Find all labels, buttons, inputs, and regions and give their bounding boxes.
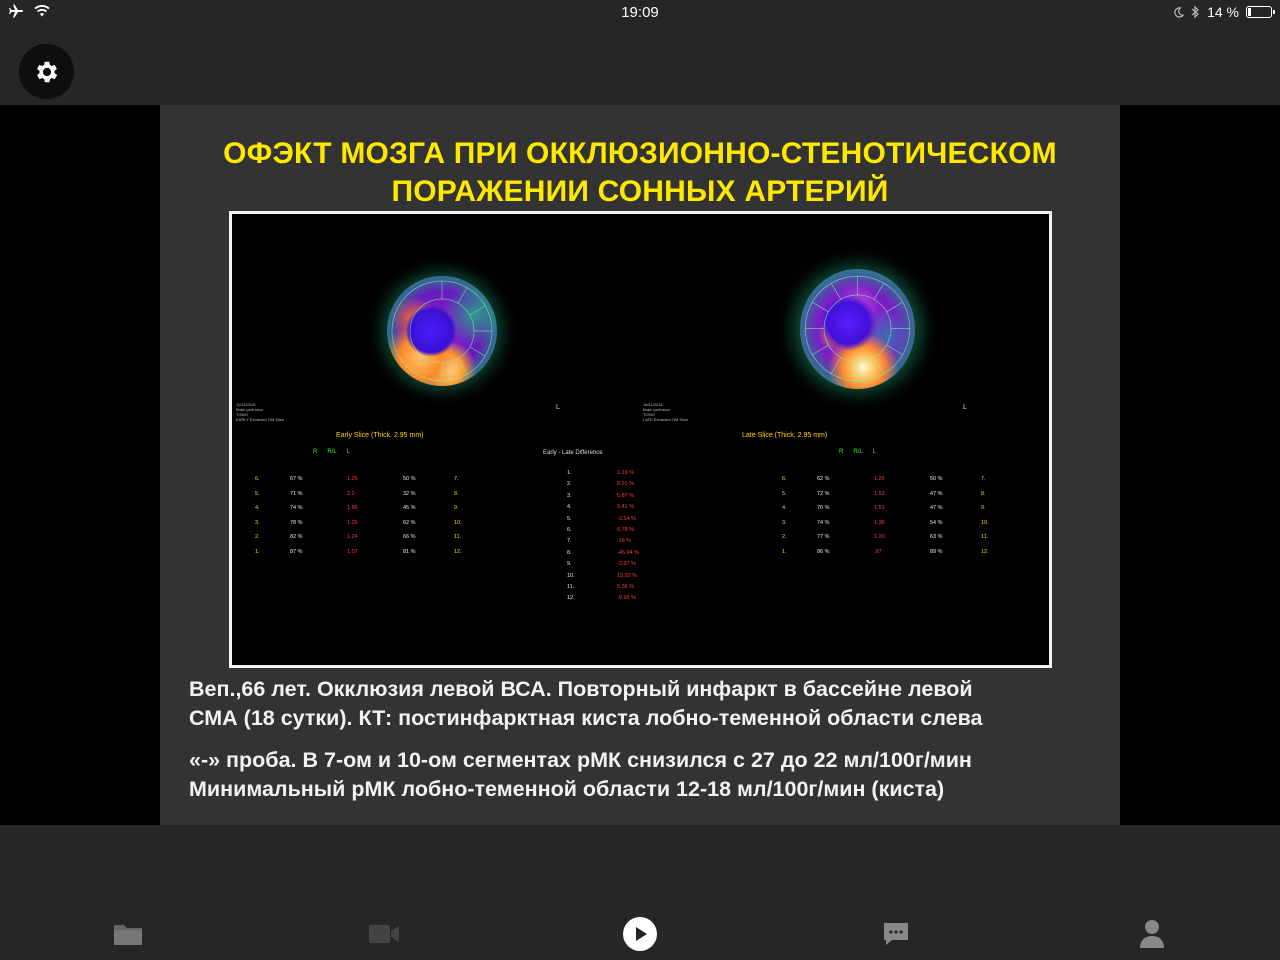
slide-title (160, 135, 1120, 211)
difference-value: -2.14 % (617, 515, 636, 522)
early-value-left: 50 % (403, 476, 416, 482)
slide-title-line-2: ПОРАЖЕНИИ СОННЫХ АРТЕРИЙ (391, 175, 889, 208)
late-meta-line: LATE Extracted OM Slice (643, 417, 689, 422)
early-value-right: 82 % (290, 534, 303, 541)
tab-chat[interactable] (876, 914, 916, 954)
difference-seg: 10. (567, 572, 575, 579)
late-ratio: 1.26 (874, 476, 885, 482)
late-rkl-header (839, 449, 876, 455)
late-seg-right: 2. (782, 534, 787, 541)
status-right (1173, 4, 1272, 20)
description-line-4: Минимальный рМК лобно-теменной области 12-18 мл/100г/мин (киста) (189, 777, 945, 801)
early-l-marker: L (556, 404, 560, 411)
bluetooth-icon (1191, 5, 1200, 19)
early-value-left: 45 % (403, 505, 416, 512)
late-ratio: 1.20 (874, 534, 885, 541)
description-line-1: Веп.,66 лет. Окклюзия левой ВСА. Повторный инфаркт в бассейне левой (189, 677, 973, 701)
early-seg-left: 12. (454, 549, 462, 555)
moon-icon (1173, 7, 1184, 18)
late-value-left: 89 % (930, 549, 943, 555)
late-ratio: 1.51 (874, 505, 885, 512)
rkl-rl: R/L (327, 449, 337, 455)
difference-title: Early - Late Difference (543, 450, 603, 456)
video-camera-icon (368, 923, 400, 945)
gear-icon (33, 58, 61, 86)
difference-value: .16 % (617, 538, 632, 545)
early-meta-line: Brain perfusion (236, 407, 263, 412)
early-seg-left: 9. (454, 505, 459, 512)
late-meta-line: 18/11/2016 (643, 402, 663, 407)
difference-value: -3.97 % (617, 561, 636, 568)
late-seg-right: 4. (782, 505, 787, 512)
late-value-right: 62 % (817, 476, 830, 482)
person-icon (1139, 919, 1165, 949)
chat-bubble-icon (882, 921, 910, 947)
early-ratio: 1.26 (347, 476, 358, 482)
difference-value: 5.41 % (617, 504, 635, 511)
difference-seg: 8. (567, 549, 572, 556)
difference-seg: 12. (567, 595, 575, 602)
late-seg-right: 3. (782, 519, 787, 526)
late-value-right: 70 % (817, 505, 830, 512)
early-value-left: 66 % (403, 534, 416, 541)
late-value-left: 47 % (930, 490, 943, 497)
early-seg-left: 8. (454, 490, 459, 497)
early-value-right: 87 % (290, 549, 303, 555)
rkl-l: L (872, 449, 877, 455)
late-ratio: .97 (874, 549, 882, 555)
early-seg-left: 11. (454, 534, 462, 541)
difference-value: 13.02 % (617, 572, 638, 579)
difference-seg: 5. (567, 515, 572, 522)
difference-seg: 1. (567, 470, 572, 476)
late-value-right: 77 % (817, 534, 830, 541)
slide-title-line-1: ОФЭКТ МОЗГА ПРИ ОККЛЮЗИОННО-СТЕНОТИЧЕСКОМ (223, 137, 1057, 170)
early-ratio: 2.2 (347, 490, 355, 497)
early-caption: Early Slice (Thick. 2.95 mm) (336, 432, 424, 439)
late-meta-line: Brain perfusion (643, 407, 670, 412)
early-ratio: 1.66 (347, 505, 358, 512)
difference-seg: 9. (567, 561, 572, 568)
rkl-r: R (839, 449, 844, 455)
presentation-slide (160, 105, 1120, 825)
late-value-right: 74 % (817, 519, 830, 526)
early-value-left: 62 % (403, 519, 416, 526)
late-meta-line: TOMO (643, 412, 655, 417)
play-icon (621, 915, 659, 953)
early-meta-line: EARLY Extracted OM Slice (236, 417, 285, 422)
early-seg-right: 4. (255, 505, 260, 512)
description-line-3: «-» проба. В 7-ом и 10-ом сегментах рМК снизился с 27 до 22 мл/100г/мин (189, 748, 972, 772)
battery-percent: 14 % (1207, 4, 1239, 20)
late-seg-left: 12. (981, 549, 989, 555)
early-seg-left: 7. (454, 476, 459, 482)
late-meta (643, 402, 688, 422)
rkl-rl: R/L (853, 449, 863, 455)
difference-value: 5.87 % (617, 492, 635, 499)
tab-bar (0, 900, 1280, 960)
late-ratio: 1.36 (874, 519, 885, 526)
early-ratio: 1.24 (347, 534, 358, 541)
late-seg-right: 1. (782, 549, 787, 555)
difference-seg: 6. (567, 527, 572, 533)
early-seg-left: 10. (454, 519, 462, 526)
early-meta-line: 11/11/2016 (236, 402, 256, 407)
difference-value: 5.36 % (617, 584, 635, 590)
early-meta-line: TOMO (236, 412, 248, 417)
rkl-r: R (313, 449, 318, 455)
late-value-left: 63 % (930, 534, 943, 541)
difference-seg: 2. (567, 481, 572, 488)
late-seg-left: 11. (981, 534, 989, 541)
difference-value: -46.94 % (617, 549, 640, 556)
difference-value: 8.91 % (617, 481, 635, 488)
video-player[interactable] (0, 105, 1280, 825)
early-value-right: 67 % (290, 476, 303, 482)
late-value-left: 47 % (930, 505, 943, 512)
description-line-2: СМА (18 сутки). КТ: постинфарктная киста лобно-теменной области слева (189, 706, 983, 730)
settings-button[interactable] (19, 44, 74, 99)
difference-value: 1.19 % (617, 470, 635, 476)
late-value-left: 50 % (930, 476, 943, 482)
tab-video[interactable] (364, 914, 404, 954)
late-seg-left: 9. (981, 505, 986, 512)
early-ratio: 1.07 (347, 549, 358, 555)
late-seg-right: 6. (782, 476, 787, 482)
difference-value: -9.96 % (617, 595, 636, 602)
early-value-left: 32 % (403, 490, 416, 497)
tab-play[interactable] (620, 914, 660, 954)
difference-seg: 11. (567, 584, 575, 590)
early-value-right: 71 % (290, 490, 303, 497)
early-segment-grid (387, 276, 497, 386)
difference-seg: 3. (567, 492, 572, 499)
tab-profile[interactable] (1132, 914, 1172, 954)
tab-files[interactable] (108, 914, 148, 954)
late-seg-left: 7. (981, 476, 986, 482)
early-value-right: 78 % (290, 519, 303, 526)
difference-seg: 4. (567, 504, 572, 511)
early-value-left: 81 % (403, 549, 416, 555)
battery-icon (1246, 6, 1272, 18)
folder-icon (113, 922, 143, 946)
early-value-right: 74 % (290, 505, 303, 512)
late-ratio: 1.53 (874, 490, 885, 497)
late-seg-right: 5. (782, 490, 787, 497)
status-time: 19:09 (621, 4, 659, 21)
difference-value: 6.78 % (617, 527, 635, 533)
early-rkl-header (313, 449, 350, 455)
late-l-marker: L (963, 404, 967, 411)
late-value-left: 54 % (930, 519, 943, 526)
spect-image (229, 211, 1052, 668)
early-seg-right: 3. (255, 519, 260, 526)
late-value-right: 86 % (817, 549, 830, 555)
late-caption: Late Slice (Thick. 2.95 mm) (742, 432, 828, 439)
late-seg-left: 8. (981, 490, 986, 497)
late-value-right: 72 % (817, 490, 830, 497)
early-meta (236, 402, 284, 422)
difference-seg: 7. (567, 538, 572, 545)
status-bar (0, 0, 1280, 26)
late-seg-left: 10. (981, 519, 989, 526)
early-seg-right: 2. (255, 534, 260, 541)
rkl-l: L (346, 449, 351, 455)
early-seg-right: 1. (255, 549, 260, 555)
early-seg-right: 6. (255, 476, 260, 482)
early-ratio: 1.26 (347, 519, 358, 526)
early-seg-right: 5. (255, 490, 260, 497)
late-segment-grid (800, 271, 915, 386)
